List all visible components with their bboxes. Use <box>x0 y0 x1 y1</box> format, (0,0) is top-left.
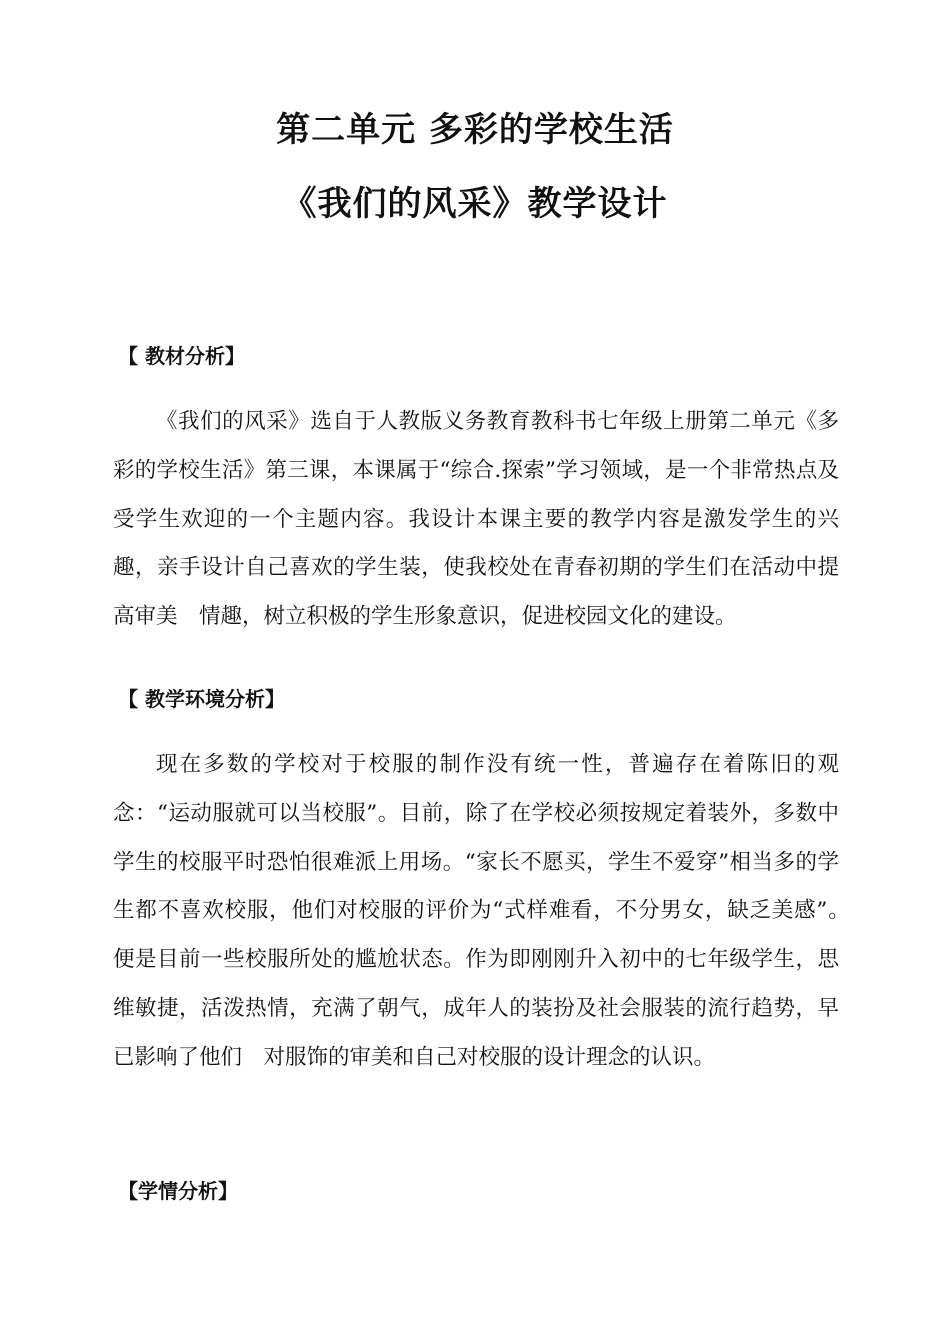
paragraph-textbook-analysis: 《我们的风采》选自于人教版义务教育教科书七年级上册第二单元《多彩的学校生活》第三课，本课属于“综合.探索”学习领域，是一个非常热点及受学生欢迎的一个主题内容。我设计本课主要的教学内容是激发学生的兴趣，亲手设计自己喜欢的学生装，使我校处在青春初期的学生们在活动中提高审美 情趣，树立积极的学生形象意识，促进校园文化的建设。 <box>113 409 839 630</box>
section-heading-textbook-analysis: 【 教材分析】 <box>118 344 245 368</box>
document-title-lesson: 《我们的风采》教学设计 <box>282 184 668 224</box>
section-heading-environment-analysis: 【 教学环境分析】 <box>118 687 285 711</box>
document-title-unit: 第二单元 多彩的学校生活 <box>276 110 674 150</box>
section-heading-student-analysis: 【学情分析】 <box>118 1179 238 1203</box>
paragraph-environment-analysis: 现在多数的学校对于校服的制作没有统一性，普遍存在着陈旧的观念：“运动服就可以当校服”。目前，除了在学校必须按规定着装外，多数中学生的校服平时恐怕很难派上用场。“家长不愿买，学生不爱穿”相当多的学生都不喜欢校服，他们对校服的评价为“式样难看，不分男女，缺乏美感”。 便是目前一些校服所处的尴尬状态。作为即刚刚升入初中的七年级学生，思维敏捷，活泼热情，充满了朝气，成年人的装扮及社会服装的流行趋势，早已影响了他们 对服饰的审美和自己对校服的设计理念的认识。 <box>113 752 861 1070</box>
